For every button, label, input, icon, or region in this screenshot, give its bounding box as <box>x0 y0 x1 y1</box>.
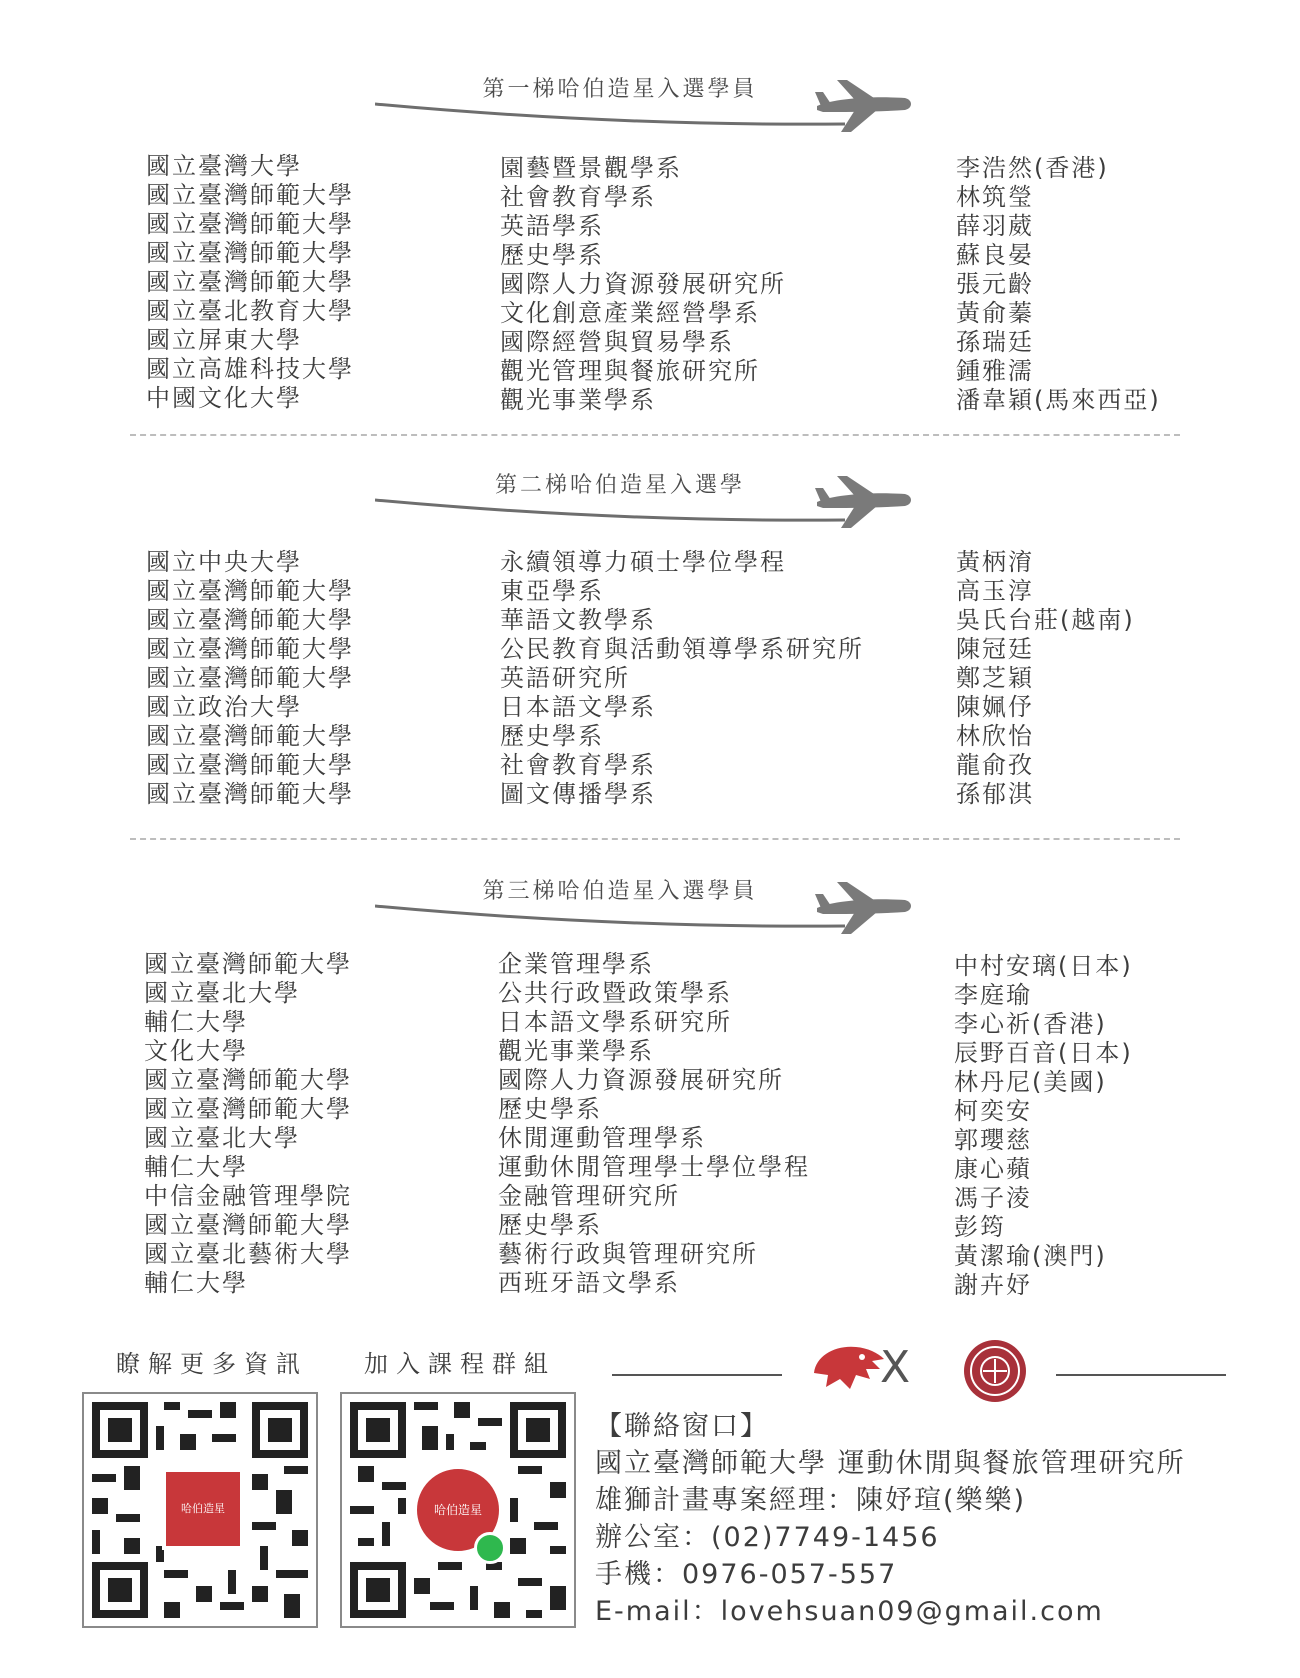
student-name: 馮子淩 <box>954 1184 1032 1212</box>
qr-code-info[interactable] <box>82 1392 318 1628</box>
school-entry: 文化大學 <box>144 1037 248 1065</box>
student-name: 柯奕安 <box>954 1097 1032 1125</box>
cohort-1-header <box>0 60 1300 140</box>
department-entry: 國際人力資源發展研究所 <box>500 270 786 298</box>
department-entry: 歷史學系 <box>500 722 604 750</box>
department-entry: 觀光管理與餐旅研究所 <box>500 357 760 385</box>
department-entry: 圖文傳播學系 <box>500 780 656 808</box>
department-entry: 歷史學系 <box>498 1095 602 1123</box>
department-entry: 園藝暨景觀學系 <box>500 154 682 182</box>
cohort-2-header <box>0 456 1300 536</box>
cohort-2-title: 第二梯哈伯造星入選學 <box>494 473 745 498</box>
logo-rule-left <box>612 1374 782 1376</box>
student-name: 孫瑞廷 <box>956 328 1034 356</box>
school-entry: 國立中央大學 <box>146 548 302 576</box>
student-name: 林丹尼(美國) <box>954 1068 1107 1096</box>
department-entry: 社會教育學系 <box>500 183 656 211</box>
department-entry: 國際人力資源發展研究所 <box>498 1066 784 1094</box>
student-name: 黃潔瑜(澳門) <box>954 1242 1107 1270</box>
student-name: 彭筠 <box>954 1213 1006 1241</box>
school-entry: 國立臺灣師範大學 <box>146 722 354 750</box>
department-entry: 企業管理學系 <box>498 950 654 978</box>
contact-manager: 雄獅計畫專案經理：陳妤瑄(樂樂) <box>595 1485 1027 1516</box>
department-entry: 休閒運動管理學系 <box>498 1124 706 1152</box>
school-entry: 國立臺灣師範大學 <box>144 950 352 978</box>
department-entry: 永續領導力碩士學位學程 <box>500 548 786 576</box>
department-entry: 日本語文學系 <box>500 693 656 721</box>
contact-email[interactable]: E-mail：lovehsuan09@gmail.com <box>595 1596 1104 1627</box>
section-divider <box>130 434 1180 436</box>
school-entry: 國立臺灣師範大學 <box>146 181 354 209</box>
student-name: 中村安璃(日本) <box>954 952 1133 980</box>
school-entry: 輔仁大學 <box>144 1269 248 1297</box>
cohort-1-departments <box>500 154 786 415</box>
department-entry: 文化創意產業經營學系 <box>500 299 760 327</box>
department-entry: 運動休閒管理學士學位學程 <box>498 1153 810 1181</box>
school-entry: 國立臺灣師範大學 <box>146 780 354 808</box>
student-name: 潘韋穎(馬來西亞) <box>956 386 1161 414</box>
cohort-1-title: 第一梯哈伯造星入選學員 <box>482 77 758 102</box>
cohort-1-section <box>0 60 1300 420</box>
contact-heading: 【聯絡窗口】 <box>595 1411 769 1442</box>
swoosh-decoration <box>375 492 855 532</box>
department-entry: 觀光事業學系 <box>500 386 656 414</box>
department-entry: 公共行政暨政策學系 <box>498 979 732 1007</box>
department-entry: 歷史學系 <box>500 241 604 269</box>
airplane-icon <box>815 76 915 136</box>
cohort-2-section <box>0 456 1300 816</box>
cohort-3-names <box>954 952 1133 1300</box>
section-divider <box>130 838 1180 840</box>
student-name: 蘇良晏 <box>956 241 1034 269</box>
student-name: 陳姵伃 <box>956 693 1034 721</box>
student-name: 吳氏台莊(越南) <box>956 606 1135 634</box>
school-entry: 國立高雄科技大學 <box>146 355 354 383</box>
department-entry: 國際經營與貿易學系 <box>500 328 734 356</box>
student-name: 鍾雅濡 <box>956 357 1034 385</box>
cohort-1-schools <box>146 152 354 413</box>
student-name: 李浩然(香港) <box>956 154 1109 182</box>
school-entry: 國立臺灣師範大學 <box>144 1095 352 1123</box>
department-entry: 金融管理研究所 <box>498 1182 680 1210</box>
student-name: 黃俞蓁 <box>956 299 1034 327</box>
department-entry: 英語學系 <box>500 212 604 240</box>
contact-office-phone[interactable]: 辦公室：(02)7749-1456 <box>595 1522 940 1553</box>
qr-code-group[interactable] <box>340 1392 576 1628</box>
school-entry: 國立臺灣師範大學 <box>144 1211 352 1239</box>
school-entry: 國立臺灣師範大學 <box>146 751 354 779</box>
qr-info-label: 瞭解更多資訊 <box>116 1350 308 1378</box>
school-entry: 國立臺北大學 <box>144 979 300 1007</box>
department-entry: 公民教育與活動領導學系研究所 <box>500 635 864 663</box>
student-name: 郭瓔慈 <box>954 1126 1032 1154</box>
swoosh-decoration <box>375 898 855 938</box>
cohort-3-title: 第三梯哈伯造星入選學員 <box>482 879 758 904</box>
school-entry: 國立臺灣師範大學 <box>146 210 354 238</box>
qr-logo-badge: 哈伯造星 <box>162 1468 244 1550</box>
school-entry: 國立政治大學 <box>146 693 302 721</box>
school-entry: 國立臺灣師範大學 <box>144 1066 352 1094</box>
department-entry: 東亞學系 <box>500 577 604 605</box>
school-entry: 國立臺灣師範大學 <box>146 239 354 267</box>
department-entry: 西班牙語文學系 <box>498 1269 680 1297</box>
student-name: 黃柄淯 <box>956 548 1034 576</box>
department-entry: 觀光事業學系 <box>498 1037 654 1065</box>
student-name: 孫郁淇 <box>956 780 1034 808</box>
school-entry: 國立臺北藝術大學 <box>144 1240 352 1268</box>
school-entry: 輔仁大學 <box>144 1153 248 1181</box>
department-entry: 華語文教學系 <box>500 606 656 634</box>
school-entry: 國立臺灣大學 <box>146 152 302 180</box>
contact-mobile-phone[interactable]: 手機：0976-057-557 <box>595 1559 898 1590</box>
student-name: 林欣怡 <box>956 722 1034 750</box>
contact-organization: 國立臺灣師範大學 運動休閒與餐旅管理研究所 <box>595 1448 1186 1479</box>
department-entry: 歷史學系 <box>498 1211 602 1239</box>
department-entry: 社會教育學系 <box>500 751 656 779</box>
student-name: 李心祈(香港) <box>954 1010 1107 1038</box>
cohort-3-section <box>0 862 1300 1302</box>
student-name: 陳冠廷 <box>956 635 1034 663</box>
student-name: 薛羽葳 <box>956 212 1034 240</box>
department-entry: 英語研究所 <box>500 664 630 692</box>
cohort-1-names <box>956 154 1161 415</box>
student-name: 辰野百音(日本) <box>954 1039 1133 1067</box>
school-entry: 國立臺灣師範大學 <box>146 664 354 692</box>
school-entry: 中國文化大學 <box>146 384 302 412</box>
school-entry: 國立臺北教育大學 <box>146 297 354 325</box>
cohort-3-departments <box>498 950 810 1298</box>
student-name: 張元齡 <box>956 270 1034 298</box>
university-seal-icon <box>962 1338 1028 1404</box>
qr-group-label: 加入課程群組 <box>364 1350 556 1378</box>
airplane-icon <box>815 878 915 938</box>
student-name: 林筑瑩 <box>956 183 1034 211</box>
school-entry: 國立臺灣師範大學 <box>146 635 354 663</box>
qr-logo-badge: 哈伯造星 <box>412 1464 504 1556</box>
student-name: 謝卉妤 <box>954 1271 1032 1299</box>
swoosh-decoration <box>375 96 855 136</box>
lion-logo-icon <box>810 1343 886 1395</box>
line-app-icon <box>474 1532 506 1564</box>
student-name: 鄭芝穎 <box>956 664 1034 692</box>
cohort-3-schools <box>144 950 352 1298</box>
department-entry: 日本語文學系研究所 <box>498 1008 732 1036</box>
contact-block <box>595 1408 1186 1630</box>
cohort-2-departments <box>500 548 864 809</box>
logo-rule-right <box>1056 1374 1226 1376</box>
school-entry: 國立臺灣師範大學 <box>146 577 354 605</box>
department-entry: 藝術行政與管理研究所 <box>498 1240 758 1268</box>
student-name: 高玉淳 <box>956 577 1034 605</box>
student-name: 李庭瑜 <box>954 981 1032 1009</box>
school-entry: 國立臺灣師範大學 <box>146 268 354 296</box>
school-entry: 國立臺北大學 <box>144 1124 300 1152</box>
cohort-2-schools <box>146 548 354 809</box>
airplane-icon <box>815 472 915 532</box>
cohort-3-header <box>0 862 1300 942</box>
school-entry: 中信金融管理學院 <box>144 1182 352 1210</box>
school-entry: 國立臺灣師範大學 <box>146 606 354 634</box>
cohort-2-names <box>956 548 1135 809</box>
school-entry: 輔仁大學 <box>144 1008 248 1036</box>
student-name: 龍俞孜 <box>956 751 1034 779</box>
student-name: 康心蘋 <box>954 1155 1032 1183</box>
collaboration-cross: X <box>880 1342 911 1393</box>
school-entry: 國立屏東大學 <box>146 326 302 354</box>
